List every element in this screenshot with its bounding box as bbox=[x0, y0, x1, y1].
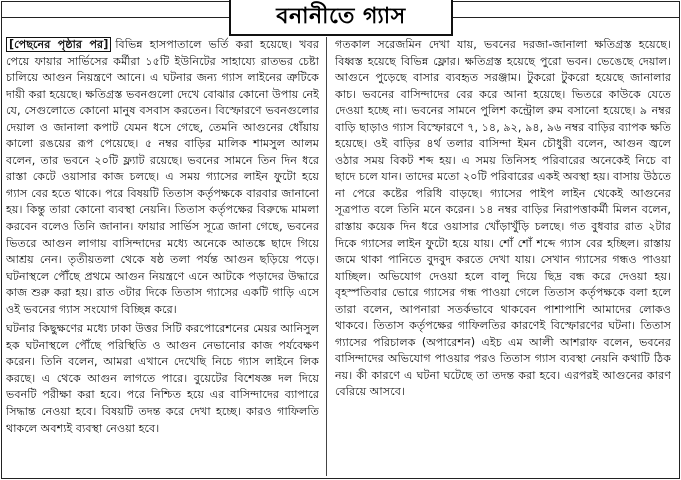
header-rule-left bbox=[2, 17, 229, 18]
left-paragraph-1-text: বিভিন্ন হাসপাতালে ভর্তি করা হয়েছে। খবর পেয়ে ফায়ার সার্ভিসের কর্মীরা ১৫টি ইউনিটের সাহায্যে রাতভর চেষ্টা চালিয়ে আগুন নিয়ন্ত্রণে আনে। এ ঘটনার জন্য গ্যাস লাইনের ত্রুটিকে দায়ী করা হয়েছে। ক্ষতিগ্রস্ত ভবনগুলো দেখে বোঝার কোনো উপায় নেই যে, সেগুলোতে কোনো মানুষ বসবাস করতেন। বিস্ফোরণে ভবনগুলোর দেয়াল ও জানালা কপাট যেমন ধসে গেছে, তেমনি আগুনের ধোঁয়ায় কালো রঙয়ের রূপ পেয়েছে। ৫ নম্বর বাড়ির মালিক শামসুল আলম বলেন, তার ভবনে ২০টি ফ্ল্যাট রয়েছে। ভবনের সামনে তিন দিন ধরে রাস্তা কেটে ওয়াসার কাজ চলছে। এ সময় গ্যাসের লাইন ফুটো হয়ে গ্যাস বের হতে থাকে। পরে বিষয়টি তিতাস কর্তৃপক্ষকে বারবার জানানো হয়। কিন্তু তারা কোনো ব্যবস্থা নেয়নি। তিতাস কর্তৃপক্ষের বিরুদ্ধে মামলা করবেন বলেও তিনি জানান। ফায়ার সার্ভিস সূত্রে জানা গেছে, ভবনের ভিতরে আগুন লাগায় বাসিন্দাদের মধ্যে অনেকে আতঙ্কে ছাদে গিয়ে আশ্রয় নেন। তৃতীয়তলা থেকে ষষ্ঠ তলা পর্যন্ত আগুন ছড়িয়ে পড়ে। ঘটনাস্থলে পৌঁছে প্রথমে আগুন নিয়ন্ত্রণে এনে আটকে পড়াদের উদ্ধারে কাজ শুরু করা হয়। রাত ৩টার দিকে তিতাস গ্যাসের একটি গাড়ি এসে ওই ভবনের গ্যাস সংযোগ বিচ্ছিন্ন করে। bbox=[6, 38, 319, 316]
headline: বনানীতে গ্যাস bbox=[276, 3, 406, 29]
header-rule-right bbox=[451, 17, 679, 18]
headline-box bbox=[229, 0, 453, 36]
left-column bbox=[6, 37, 319, 476]
right-column bbox=[335, 37, 671, 476]
left-paragraph-2: ঘটনার কিছুক্ষণের মধ্যে ঢাকা উত্তর সিটি করপোরেশনের মেয়র আনিসুল হক ঘটনাস্থলে পৌঁছে পরিস্থিতি ও আগুন নেভানোর কাজ পর্যবেক্ষণ করেন। তিনি বলেন, আমরা এখানে দেখেছি নিচে গ্যাস লাইনে লিক করছে। এ থেকে আগুন লাগতে পারে। বুয়েটের বিশেষজ্ঞ দল দিয়ে ভবনটি পরীক্ষা করা হবে। পরে নিশ্চিত হয়ে এর বাসিন্দাদের ব্যাপারে সিদ্ধান্ত নেওয়া হবে। বিষয়টি তদন্ত করে দেখা হচ্ছে। কারও গাফিলতি থাকলে অবশ্যই ব্যবস্থা নেওয়া হবে। bbox=[6, 322, 319, 435]
column-divider bbox=[326, 37, 327, 476]
right-paragraph-1: গতকাল সরেজমিন দেখা যায়, ভবনের দরজা-জানালা ক্ষতিগ্রস্ত হয়েছে। বিধ্বস্ত হয়েছে বিভিন্ন ফ্লোর। ক্ষতিগ্রস্ত হয়েছে পুরো ভবন। ভেঙেছে দেয়াল। আগুনে পুড়েছে বাসার ব্যবহৃত সরঞ্জাম। টুকরো টুকরো হয়েছে জানালার কাচ। ভবনের বাসিন্দাদের বের করে আনা হয়েছে। ভিতরে কাউকে যেতে দেওয়া হচ্ছে না। ভবনের সামনে পুলিশ কন্ট্রোল রুম বসানো হয়েছে। ৯ নম্বর বাড়ি ছাড়াও গ্যাস বিস্ফোরণে ৭, ১৪, ৯২, ৯৪, ৯৬ নম্বর বাড়ির ব্যাপক ক্ষতি হয়েছে। ওই বাড়ির ৪র্থ তলার বাসিন্দা ইমন চৌধুরী বলেন, আগুন জ্বলে ওঠার সময় বিকট শব্দ হয়। এ সময় তিনিসহ পরিবারের অনেকেই নিচে বা ছাদে চলে যান। তাদের মতো ২০টি পরিবারের একই অবস্থা হয়। বাসায় উঠতে না পেরে কষ্টের পরিধি বাড়ছে। গ্যাসের পাইপ লাইন থেকেই আগুনের সূত্রপাত বলে তিনি মনে করেন। ১৪ নম্বর বাড়ির নিরাপত্তাকর্মী মিলন বলেন, রাস্তায় কয়েক দিন ধরে ওয়াসার খোঁড়াখুঁড়ি চলছে। গত বুধবার রাত ২টার দিকে গ্যাসের লাইন ফুটো হয়ে যায়। শোঁ শোঁ শব্দে গ্যাস বের হচ্ছিল। রাস্তায় জমে থাকা পানিতে বুদবুদ করতে দেখা যায়। সেখান গ্যাসের গন্ধও পাওয়া যাচ্ছিল। অভিযোগ দেওয়া হলে বালু দিয়ে ছিদ্র বন্ধ করে দেওয়া হয়। বৃহস্পতিবার ভোরে গ্যাসের গন্ধ পাওয়া গেলে তিতাস কর্তৃপক্ষকে বলা হলে তারা বলেন, আপনারা সতর্কভাবে থাকবেন পাশাপাশি আমাদের লোকও থাকবে। তিতাস কর্তৃপক্ষের গাফিলতির কারণেই বিস্ফোরণের ঘটনা। তিতাস গ্যাসের পরিচালক (অপারেশন) এইচ এম আলী আশরাফ বলেন, ভবনের বাসিন্দাদের অভিযোগ পাওয়ার পরও তিতাস গ্যাস ব্যবস্থা নেয়নি কথাটি ঠিক নয়। কী কারণে এ ঘটনা ঘটেছে তা তদন্ত করা হবে। এরপরই আগুনের কারণ বেরিয়ে আসবে। bbox=[335, 38, 671, 399]
left-paragraph-1 bbox=[6, 37, 319, 318]
continuation-tag: [পেছনের পৃষ্ঠার পর] bbox=[6, 37, 111, 52]
